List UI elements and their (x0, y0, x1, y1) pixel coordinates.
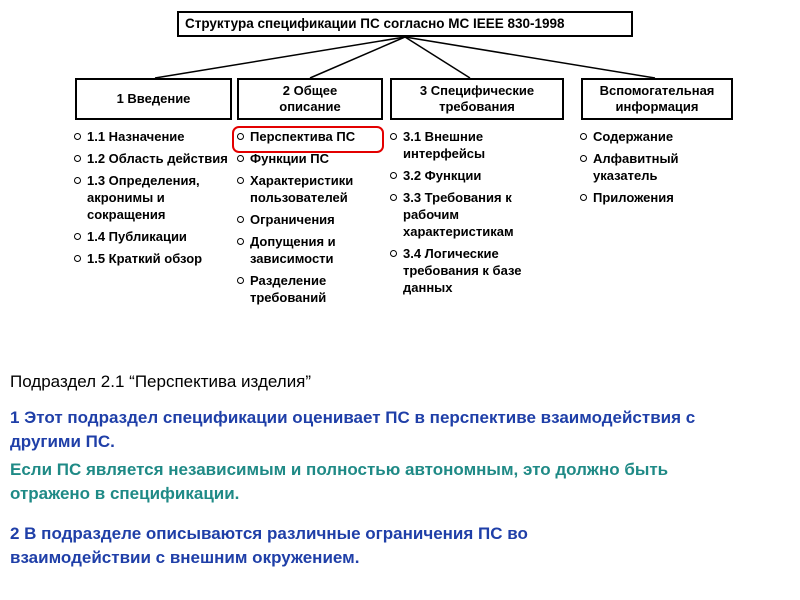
diagram-title-text: Структура спецификации ПС согласно МС IEEE 830-1998 (185, 16, 565, 31)
subsection-heading: Подраздел 2.1 “Перспектива изделия” (10, 372, 312, 391)
list-item: Ограничения (236, 211, 386, 228)
paragraph-2: Если ПС является независимым и полностью автономным, это должно быть отражено в спецификации. (10, 460, 669, 503)
bullet-icon (237, 238, 244, 245)
bullet-icon (237, 155, 244, 162)
list-item: Разделение требований (236, 272, 386, 306)
bullet-icon (74, 133, 81, 140)
list-item: Перспектива ПС (236, 128, 386, 145)
list-item: Функции ПС (236, 150, 386, 167)
list-item: 3.1 Внешние интерфейсы (389, 128, 564, 162)
list-item: 3.2 Функции (389, 167, 564, 184)
section-specific-requirements (390, 78, 564, 120)
bullet-icon (390, 133, 397, 140)
list-item: Содержание (579, 128, 739, 145)
section-specific-requirements-label: 3 Специфические требования (419, 83, 535, 114)
list-item: 1.3 Определения, акронимы и сокращения (73, 172, 233, 223)
list-item: Допущения и зависимости (236, 233, 386, 267)
list-item: 1.1 Назначение (73, 128, 233, 145)
section-supporting-information (581, 78, 733, 120)
paragraph-3: 2 В подразделе описываются различные ограничения ПС во взаимодействии с внешним окружением. (10, 524, 528, 567)
bullet-icon (237, 177, 244, 184)
bullet-icon (580, 133, 587, 140)
bullet-icon (390, 194, 397, 201)
section-introduction-label: 1 Введение (116, 91, 191, 106)
section-general-description-label: 2 Общее описание (279, 83, 341, 114)
bullet-icon (237, 277, 244, 284)
section-supporting-information-label: Вспомогательная информация (599, 83, 715, 114)
list-item: 3.4 Логические требования к базе данных (389, 245, 564, 296)
general-description-items (236, 128, 386, 311)
bullet-icon (580, 155, 587, 162)
bullet-icon (74, 233, 81, 240)
introduction-items (73, 128, 233, 272)
bullet-icon (74, 177, 81, 184)
diagram-title (177, 11, 633, 37)
section-introduction (75, 78, 232, 120)
list-item: 1.2 Область действия (73, 150, 233, 167)
bullet-icon (390, 250, 397, 257)
section-general-description (237, 78, 383, 120)
paragraph-1: 1 Этот подраздел спецификации оценивает ПС в перспективе взаимодействия с другими ПС. (10, 408, 696, 451)
bullet-icon (580, 194, 587, 201)
list-item: 1.4 Публикации (73, 228, 233, 245)
bullet-icon (237, 216, 244, 223)
specific-requirements-items (389, 128, 564, 301)
list-item: Характеристики пользователей (236, 172, 386, 206)
list-item: 3.3 Требования к рабочим характеристикам (389, 189, 564, 240)
bullet-icon (74, 255, 81, 262)
list-item: Алфавитный указатель (579, 150, 739, 184)
bullet-icon (390, 172, 397, 179)
bullet-icon (74, 155, 81, 162)
bullet-icon (237, 133, 244, 140)
list-item: Приложения (579, 189, 739, 206)
list-item: 1.5 Краткий обзор (73, 250, 233, 267)
supporting-information-items (579, 128, 739, 211)
